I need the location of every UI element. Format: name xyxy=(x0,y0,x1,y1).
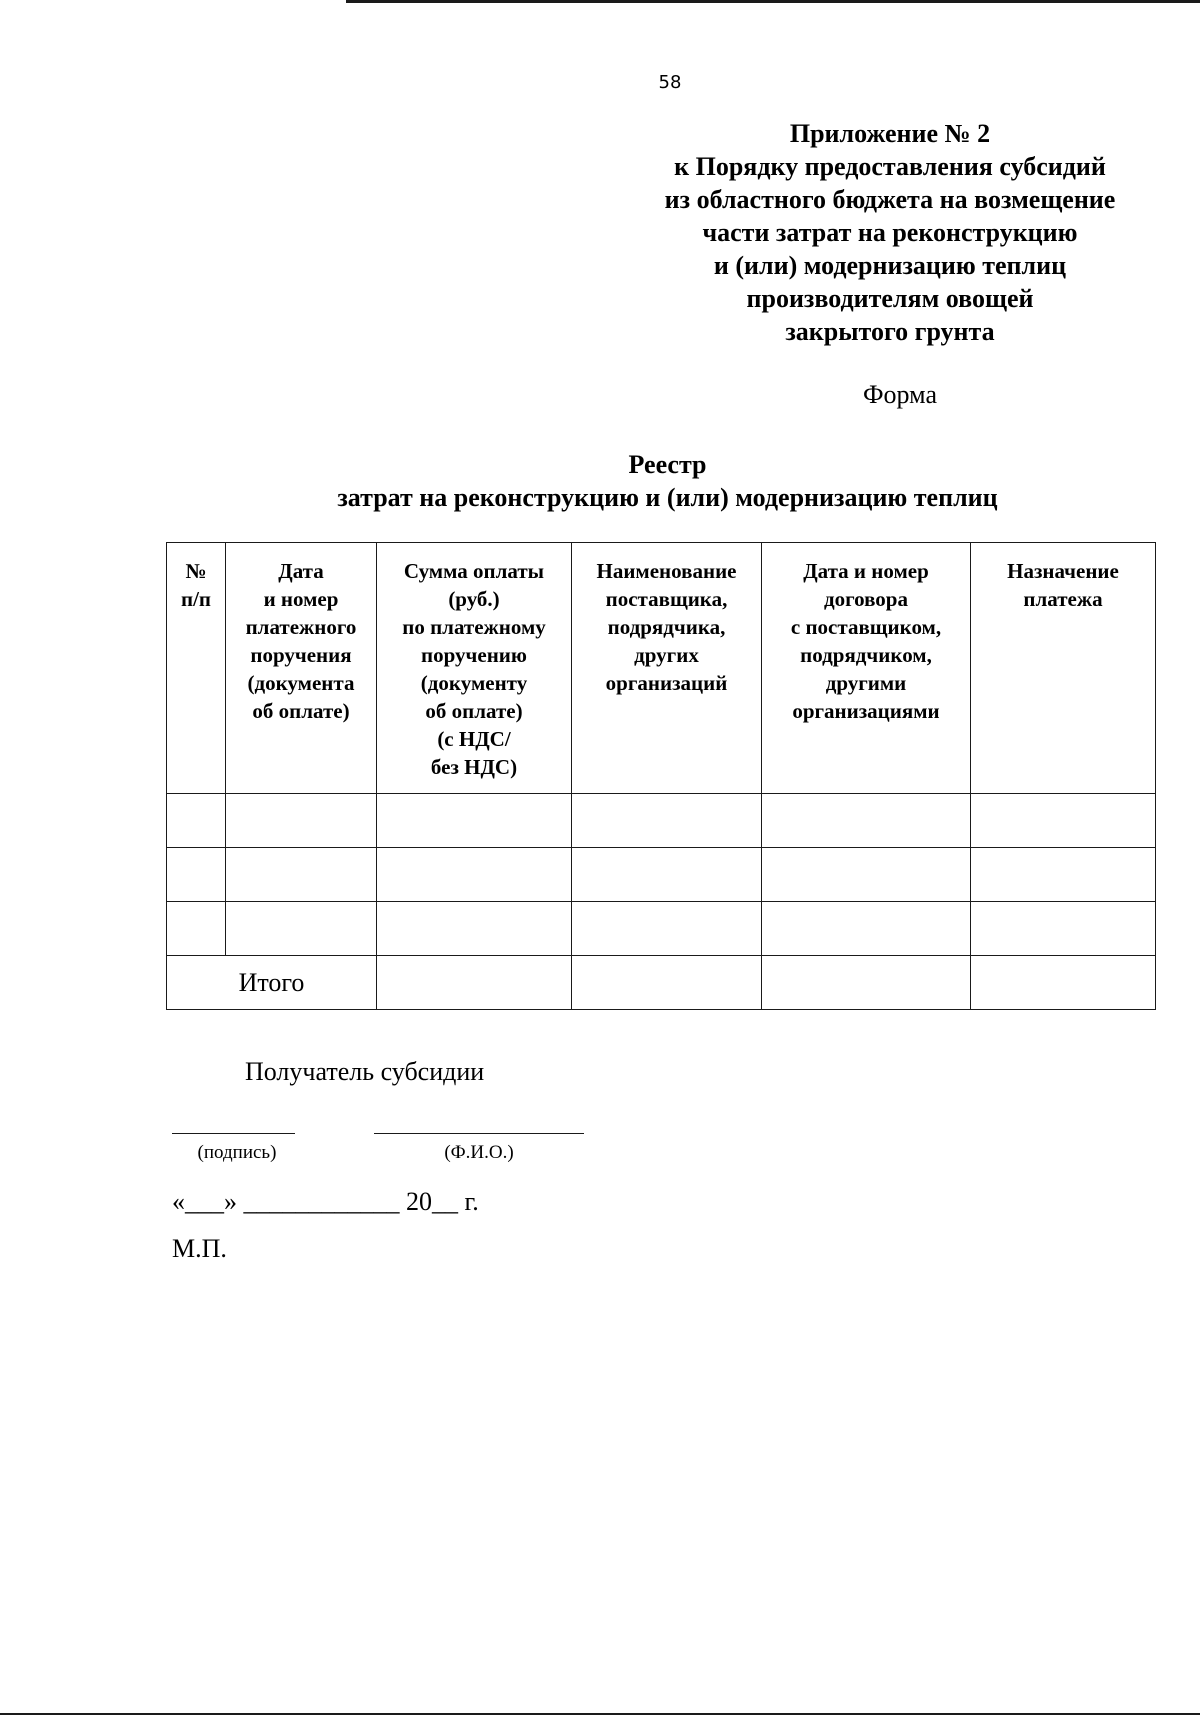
appendix-line: к Порядку предоставления субсидий xyxy=(674,152,1106,181)
appendix-line: части затрат на реконструкцию xyxy=(702,218,1078,247)
table-total-row xyxy=(167,956,1156,1010)
header-contract: Дата и номер договора с поставщиком, подрядчиком, другими организациями xyxy=(762,543,971,794)
table-cell[interactable] xyxy=(762,956,971,1010)
total-label: Итого xyxy=(167,956,377,1010)
signature-caption: (подпись) xyxy=(197,1142,277,1163)
table-cell[interactable] xyxy=(762,794,971,848)
appendix-line: закрытого грунта xyxy=(785,317,995,346)
table-cell[interactable] xyxy=(971,848,1156,902)
table-cell[interactable] xyxy=(167,902,226,956)
table-cell[interactable] xyxy=(971,956,1156,1010)
appendix-line: производителям овощей xyxy=(746,284,1034,313)
table-cell[interactable] xyxy=(167,794,226,848)
scan-bottom-border xyxy=(0,1713,1200,1715)
table-row xyxy=(167,848,1156,902)
header-payment-amount: Сумма оплаты (руб.) по платежному поручению (документу об оплате) (с НДС/ без НДС) xyxy=(377,543,572,794)
signature-field[interactable] xyxy=(172,1133,295,1134)
stamp-label: М.П. xyxy=(172,1234,227,1263)
registry-table xyxy=(166,542,1156,1010)
page-number: 58 xyxy=(658,72,682,93)
header-payment-order: Дата и номер платежного поручения (документа об оплате) xyxy=(226,543,377,794)
table-cell[interactable] xyxy=(167,848,226,902)
table-header-row xyxy=(167,543,1156,794)
registry-title-line2: затрат на реконструкцию и (или) модернизацию теплиц xyxy=(337,483,998,512)
table-cell[interactable] xyxy=(226,902,377,956)
scan-top-border xyxy=(346,0,1200,3)
header-number: № п/п xyxy=(167,543,226,794)
table-cell[interactable] xyxy=(377,902,572,956)
appendix-line: из областного бюджета на возмещение xyxy=(664,185,1116,214)
table-cell[interactable] xyxy=(572,848,762,902)
appendix-header xyxy=(610,117,1170,348)
table-cell[interactable] xyxy=(762,902,971,956)
table-cell[interactable] xyxy=(971,794,1156,848)
table-cell[interactable] xyxy=(377,794,572,848)
header-supplier-name: Наименование поставщика, подрядчика, других организаций xyxy=(572,543,762,794)
table-row xyxy=(167,794,1156,848)
recipient-label: Получатель субсидии xyxy=(245,1057,485,1086)
appendix-line: и (или) модернизацию теплиц xyxy=(713,251,1067,280)
full-name-caption: (Ф.И.О.) xyxy=(444,1142,514,1163)
form-label: Форма xyxy=(863,380,937,409)
appendix-line: Приложение № 2 xyxy=(789,119,991,148)
table-cell[interactable] xyxy=(226,848,377,902)
table-cell[interactable] xyxy=(572,956,762,1010)
table-cell[interactable] xyxy=(971,902,1156,956)
table-cell[interactable] xyxy=(572,794,762,848)
registry-title xyxy=(200,448,1135,514)
table-cell[interactable] xyxy=(377,848,572,902)
full-name-field[interactable] xyxy=(374,1133,584,1134)
registry-title-line1: Реестр xyxy=(628,450,707,479)
table-cell[interactable] xyxy=(762,848,971,902)
date-line: «___» ____________ 20__ г. xyxy=(172,1187,479,1216)
table-cell[interactable] xyxy=(572,902,762,956)
total-amount-cell[interactable] xyxy=(377,956,572,1010)
header-payment-purpose: Назначение платежа xyxy=(971,543,1156,794)
table-row xyxy=(167,902,1156,956)
table-cell[interactable] xyxy=(226,794,377,848)
